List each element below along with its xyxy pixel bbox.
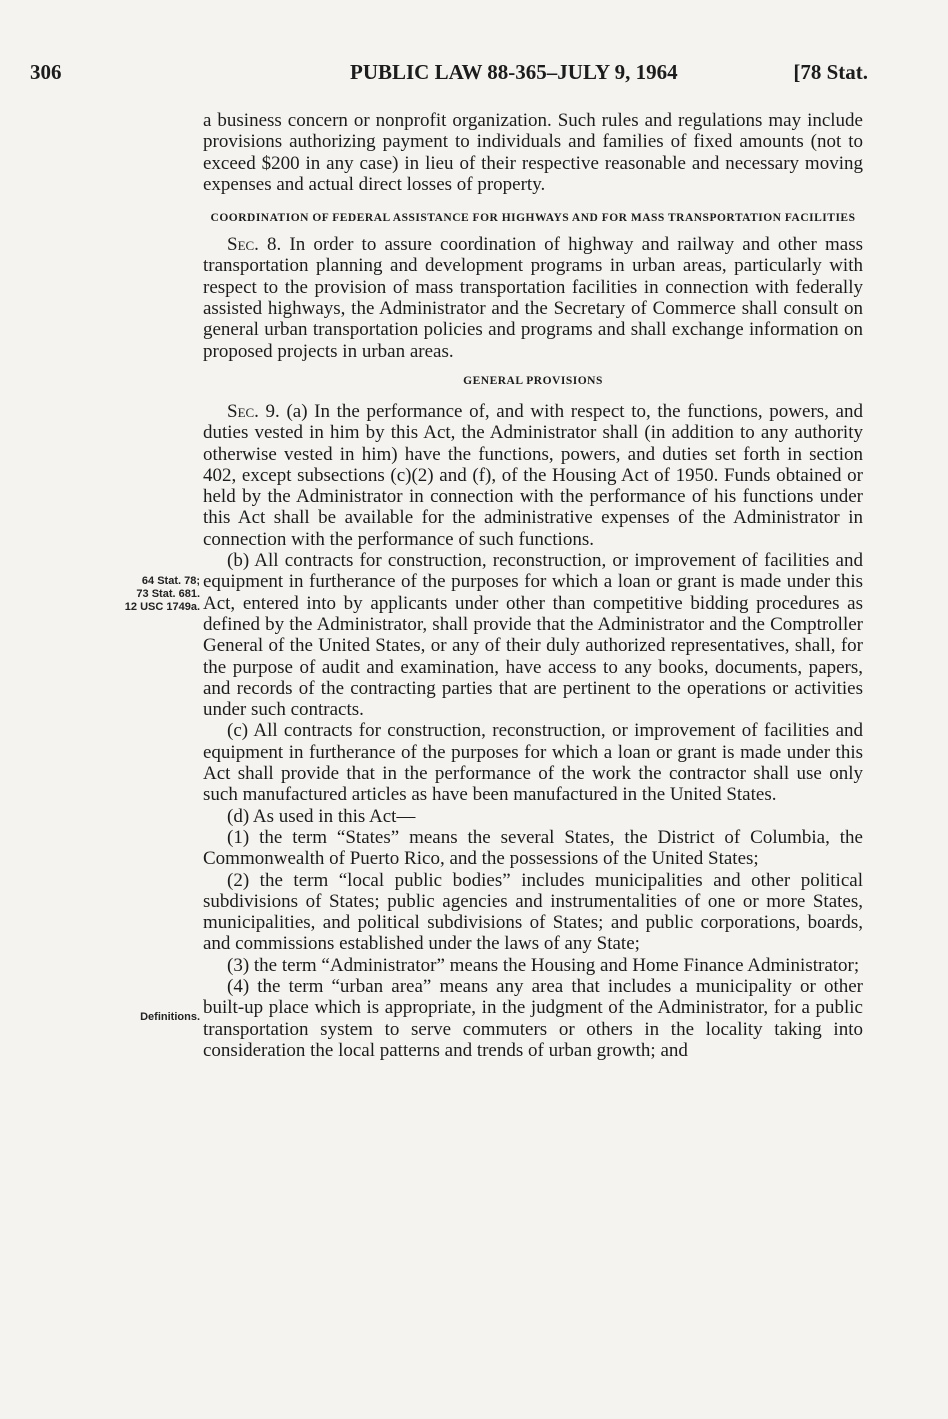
- intro-paragraph: a business concern or nonprofit organization. Such rules and regulations may include provisions authorizing payment to individuals and families of fixed amounts (not to exceed $200 in any case) in lieu of their respective reasonable and necessary moving expenses and actual direct losses of property.: [203, 110, 863, 195]
- page-header: [30, 60, 868, 90]
- section-heading-coordination: COORDINATION OF FEDERAL ASSISTANCE FOR HIGHWAYS AND FOR MASS TRANSPORTATION FACILITIES: [210, 212, 856, 225]
- section-text: In order to assure coordination of highway and railway and other mass transportation planning and development programs in urban areas, particularly with respect to the provision of mass transportation facilities in connection with federally assisted highways, the Administrator and the Secretary of Commerce shall consult on general urban transportation policies and programs and shall exchange information on proposed projects in urban areas.: [203, 234, 863, 362]
- section-9b-paragraph: (b) All contracts for construction, reconstruction, or improvement of facilities and equipment in furtherance of the purposes for which a loan or grant is made under this Act, entered into by applicants under other than competitive bidding procedures as defined by the Administrator, shall provide that the Administrator and the Comptroller General of the United States, or any of their duly authorized representatives, shall, for the purpose of audit and examination, have access to any books, documents, papers, and records of the contracting parties that are pertinent to the operations or activities under such contracts.: [203, 550, 863, 721]
- margin-definitions: Definitions.: [140, 1011, 200, 1023]
- section-label: Sec. 9.: [227, 400, 280, 422]
- citation-line: 73 Stat. 681.: [136, 588, 200, 600]
- section-9c-paragraph: (c) All contracts for construction, reconstruction, or improvement of facilities and equipment in furtherance of the purposes for which a loan or grant is made under this Act shall provide that in the performance of the work the contractor shall use only such manufactured articles as have been manufactured in the United States.: [203, 720, 863, 806]
- definition-3: (3) the term “Administrator” means the Housing and Home Finance Administrator;: [227, 954, 860, 976]
- section-9d-paragraph: (d) As used in this Act—: [227, 805, 416, 827]
- section-8-paragraph: [203, 234, 863, 362]
- section-text: (a) In the performance of, and with respect to, the functions, powers, and duties vested in him by this Act, the Administrator shall (in addition to any authority otherwise vested in him) have the functions, powers, and duties set forth in section 402, except subsections (c)(2) and (f), of the Housing Act of 1950. Funds obtained or held by the Administrator in connection with the performance of his functions under this Act shall be available for the administrative expenses of the Administrator in connection with the performance of such functions.: [203, 400, 863, 550]
- citation-line: 64 Stat. 78;: [141, 575, 200, 587]
- definition-2: (2) the term “local public bodies” includes municipalities and other political subdivisions of States; public agencies and instrumentalities of one or more States, municipalities, and political subdivisions of States; and public corporations, boards, and commissions established under the laws of any State;: [203, 869, 863, 955]
- definition-1: (1) the term “States” means the several States, the District of Columbia, the Commonwealth of Puerto Rico, and the possessions of the United States;: [203, 826, 863, 870]
- section-heading-general: GENERAL PROVISIONS: [463, 374, 603, 387]
- running-title: PUBLIC LAW 88-365–JULY 9, 1964: [350, 60, 678, 84]
- margin-citations: [60, 575, 200, 614]
- citation-line: 12 USC 1749a.: [124, 601, 200, 613]
- definition-4: (4) the term “urban area” means any area that includes a municipality or other built-up place which is appropriate, in the judgment of the Administrator, for a public transportation system to serve commuters or others in the locality taking into consideration the local patterns and trends of urban growth; and: [203, 975, 863, 1061]
- section-9a-paragraph: [203, 401, 863, 550]
- statute-reference: [78 Stat.: [793, 60, 868, 84]
- page-number: 306: [30, 60, 62, 84]
- section-label: Sec. 8.: [227, 234, 282, 256]
- body-text: [203, 110, 863, 1061]
